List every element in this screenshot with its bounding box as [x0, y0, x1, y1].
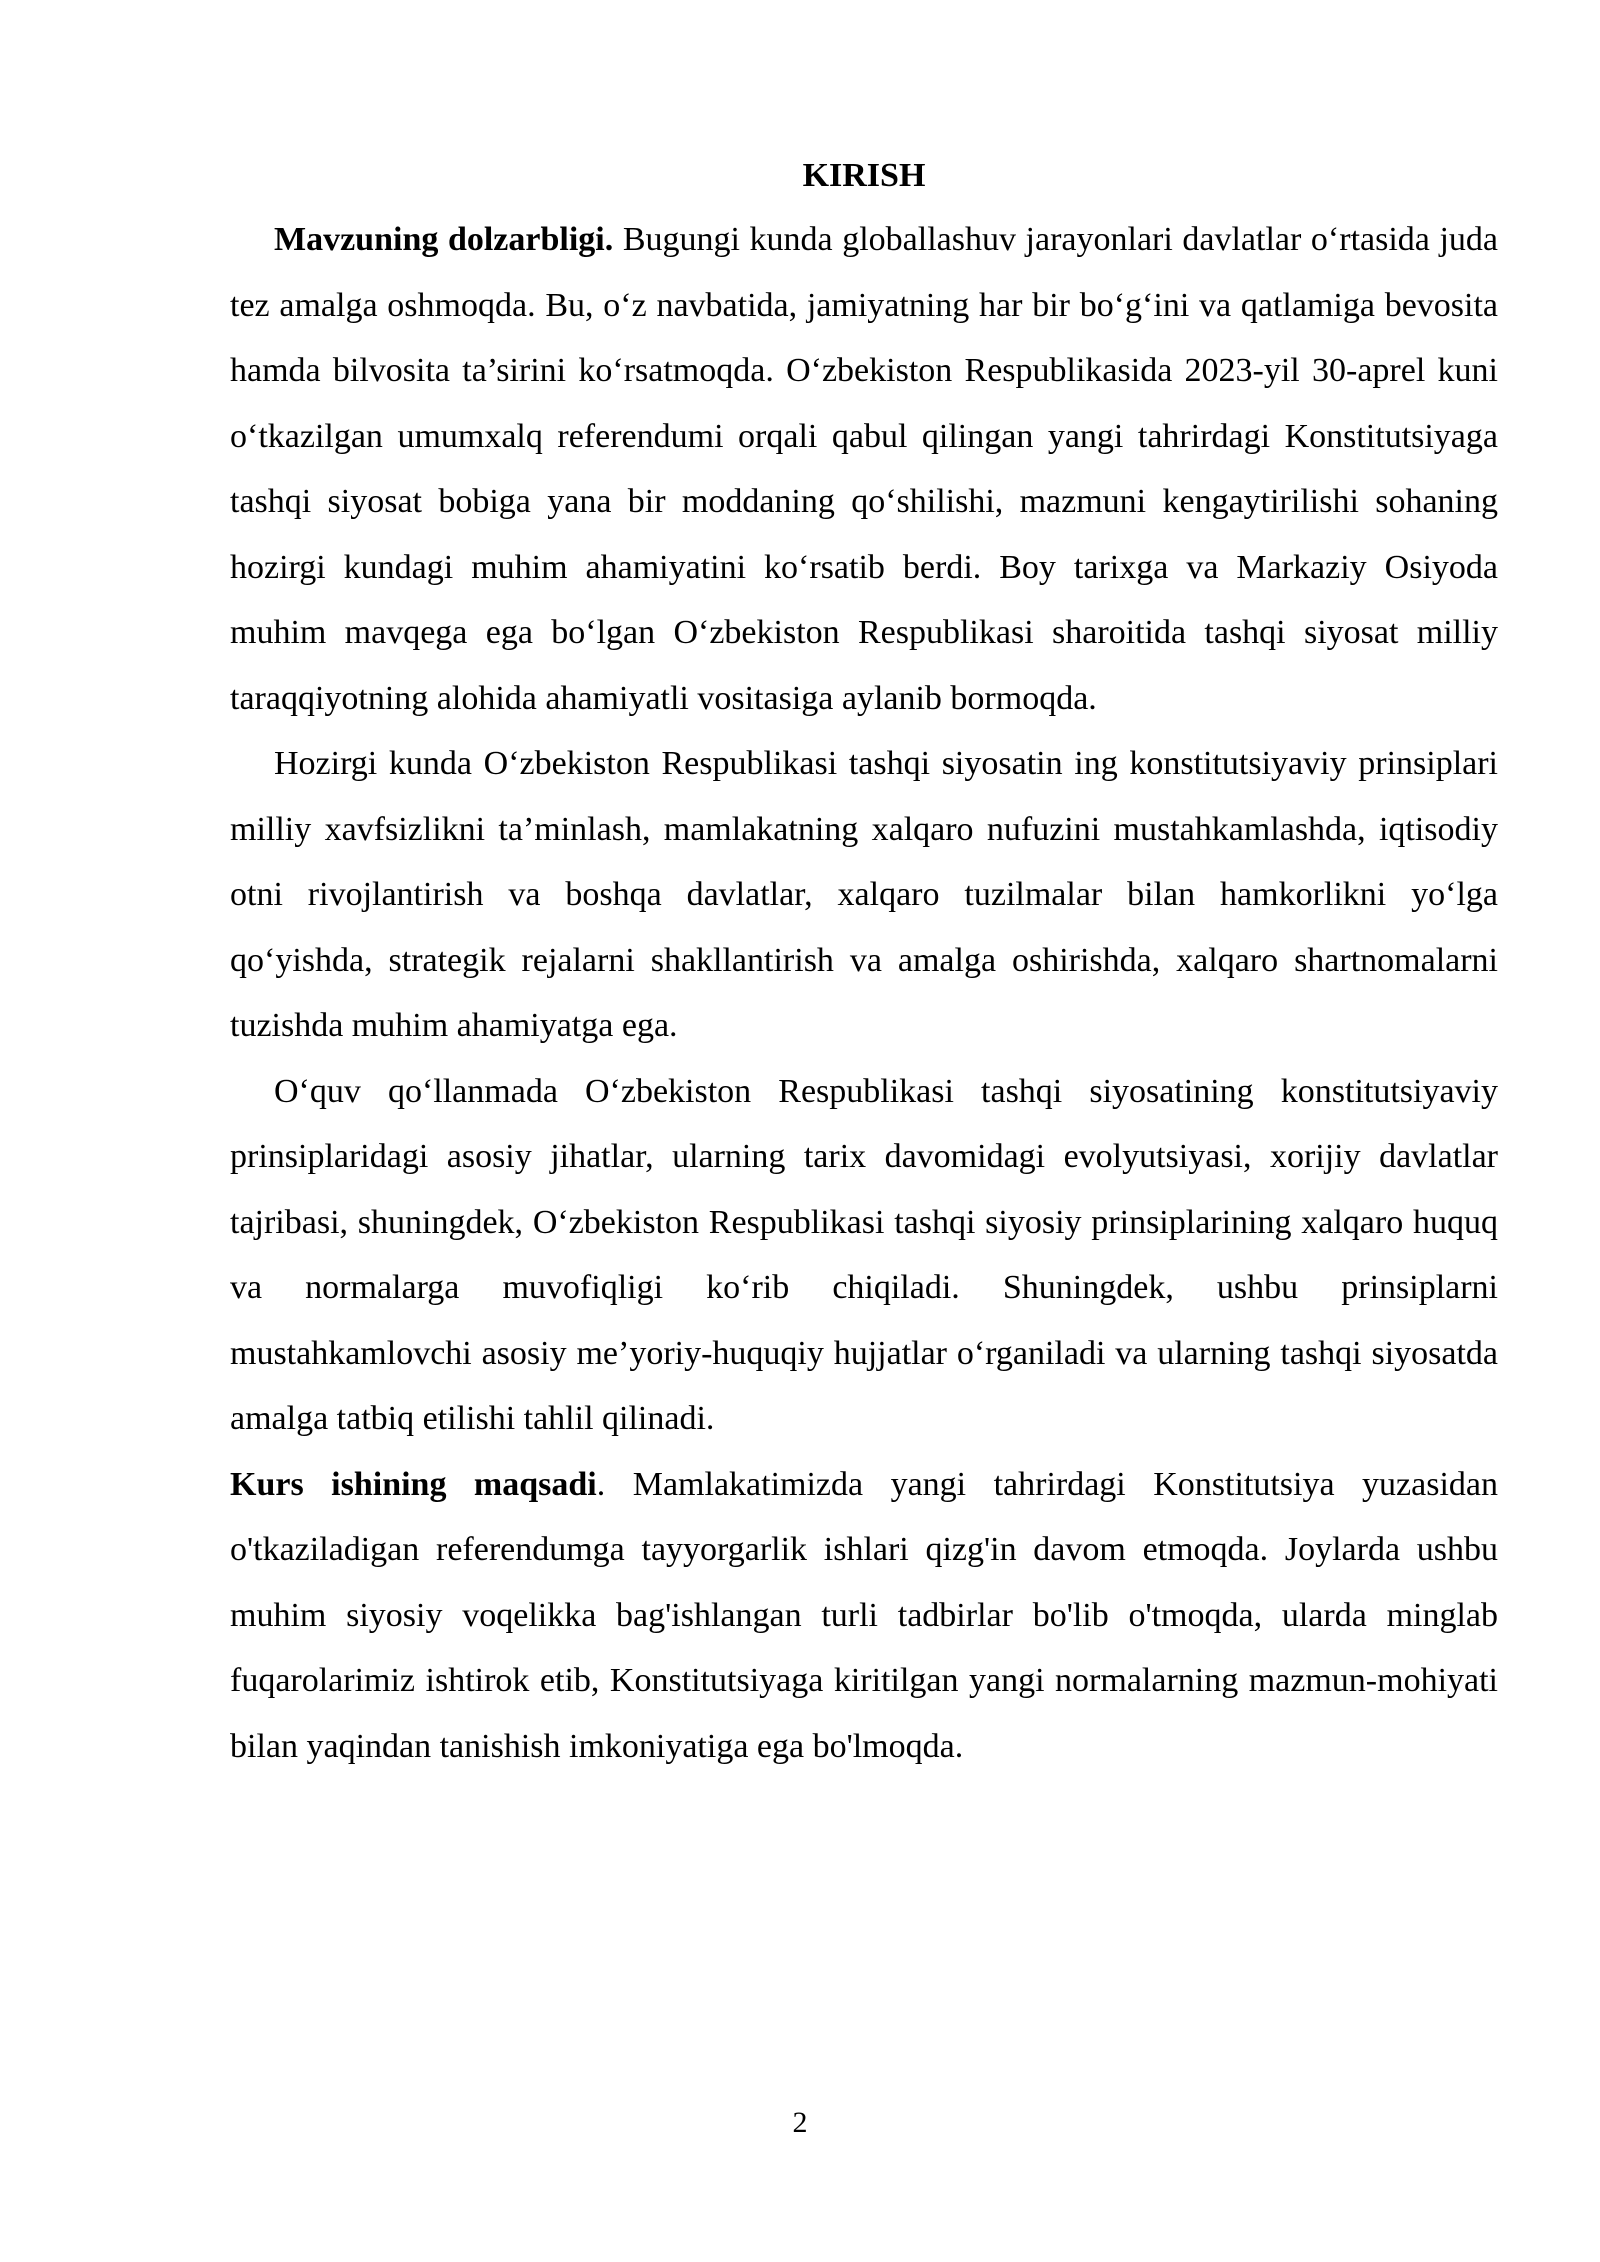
section-title: KIRISH — [802, 157, 926, 194]
paragraph-text: Bugungi kunda globallashuv jarayonlari davlatlar o‘rtasida juda tez amalga oshmoqda. Bu, o‘z navbatida, jamiyatning har bir bo‘g‘ini va qatlamiga bevosita hamda bilvosita ta’sirini ko‘rsatmoqda. O‘zbekiston Respublikasida 2023-yil 30-aprel kuni o‘tkazilgan umumxalq referendumi orqali qabul qilingan yangi tahrirdagi Konstitutsiyaga tashqi siyosat bobiga yana bir moddaning qo‘shilishi, mazmuni kengaytirilishi sohaning hozirgi kundagi muhim ahamiyatini ko‘rsatib berdi. Boy tarixga va Markaziy Osiyoda muhim mavqega ega bo‘lgan O‘zbekiston Respublikasi sharoitida tashqi siyosat milliy taraqqiyotning alohida ahamiyatli vositasiga aylanib bormoqda. — [230, 221, 1498, 717]
paragraph-manual — [230, 1059, 1498, 1452]
paragraph-principles — [230, 731, 1498, 1059]
paragraph-goal — [230, 1452, 1498, 1780]
paragraph-text: . Mamlakatimizda yangi tahrirdagi Konstitutsiya yuzasidan o'tkaziladigan referendumga tayyorgarlik ishlari qizg'in davom etmoqda. Joylarda ushbu muhim siyosiy voqelikka bag'ishlangan turli tadbirlar bo'lib o'tmoqda, ularda minglab fuqarolarimiz ishtirok etib, Konstitutsiyaga kiritilgan yangi normalarning mazmun-mohiyati bilan yaqindan tanishish imkoniyatiga ega bo'lmoqda. — [230, 1465, 1498, 1765]
paragraph-relevance — [230, 207, 1498, 731]
page-number: 2 — [792, 2106, 808, 2139]
paragraph-lead: Mavzuning dolzarbligi. — [274, 221, 614, 258]
page-content — [230, 145, 1498, 1779]
paragraph-lead: Kurs ishining maqsadi — [230, 1465, 597, 1503]
paragraph-text: O‘quv qo‘llanmada O‘zbekiston Respublikasi tashqi siyosatining konstitutsiyaviy prinsiplaridagi asosiy jihatlar, ularning tarix davomidagi evolyutsiyasi, xorijiy davlatlar tajribasi, shuningdek, O‘zbekiston Respublikasi tashqi siyosiy prinsiplarining xalqaro huquq va normalarga muvofiqligi ko‘rib chiqiladi. Shuningdek, ushbu prinsiplarni mustahkamlovchi asosiy me’yoriy-huquqiy hujjatlar o‘rganiladi va ularning tashqi siyosatda amalga tatbiq etilishi tahlil qilinadi. — [230, 1072, 1498, 1437]
paragraph-text: Hozirgi kunda O‘zbekiston Respublikasi tashqi siyosatin ing konstitutsiyaviy prinsiplari milliy xavfsizlikni ta’minlash, mamlakatning xalqaro nufuzini mustahkamlashda, iqtisodiy otni rivojlantirish va boshqa davlatlar, xalqaro tuzilmalar bilan hamkorlikni yo‘lga qo‘yishda, strategik rejalarni shakllantirish va amalga oshirishda, xalqaro shartnomalarni tuzishda muhim ahamiyatga ega. — [230, 745, 1498, 1044]
